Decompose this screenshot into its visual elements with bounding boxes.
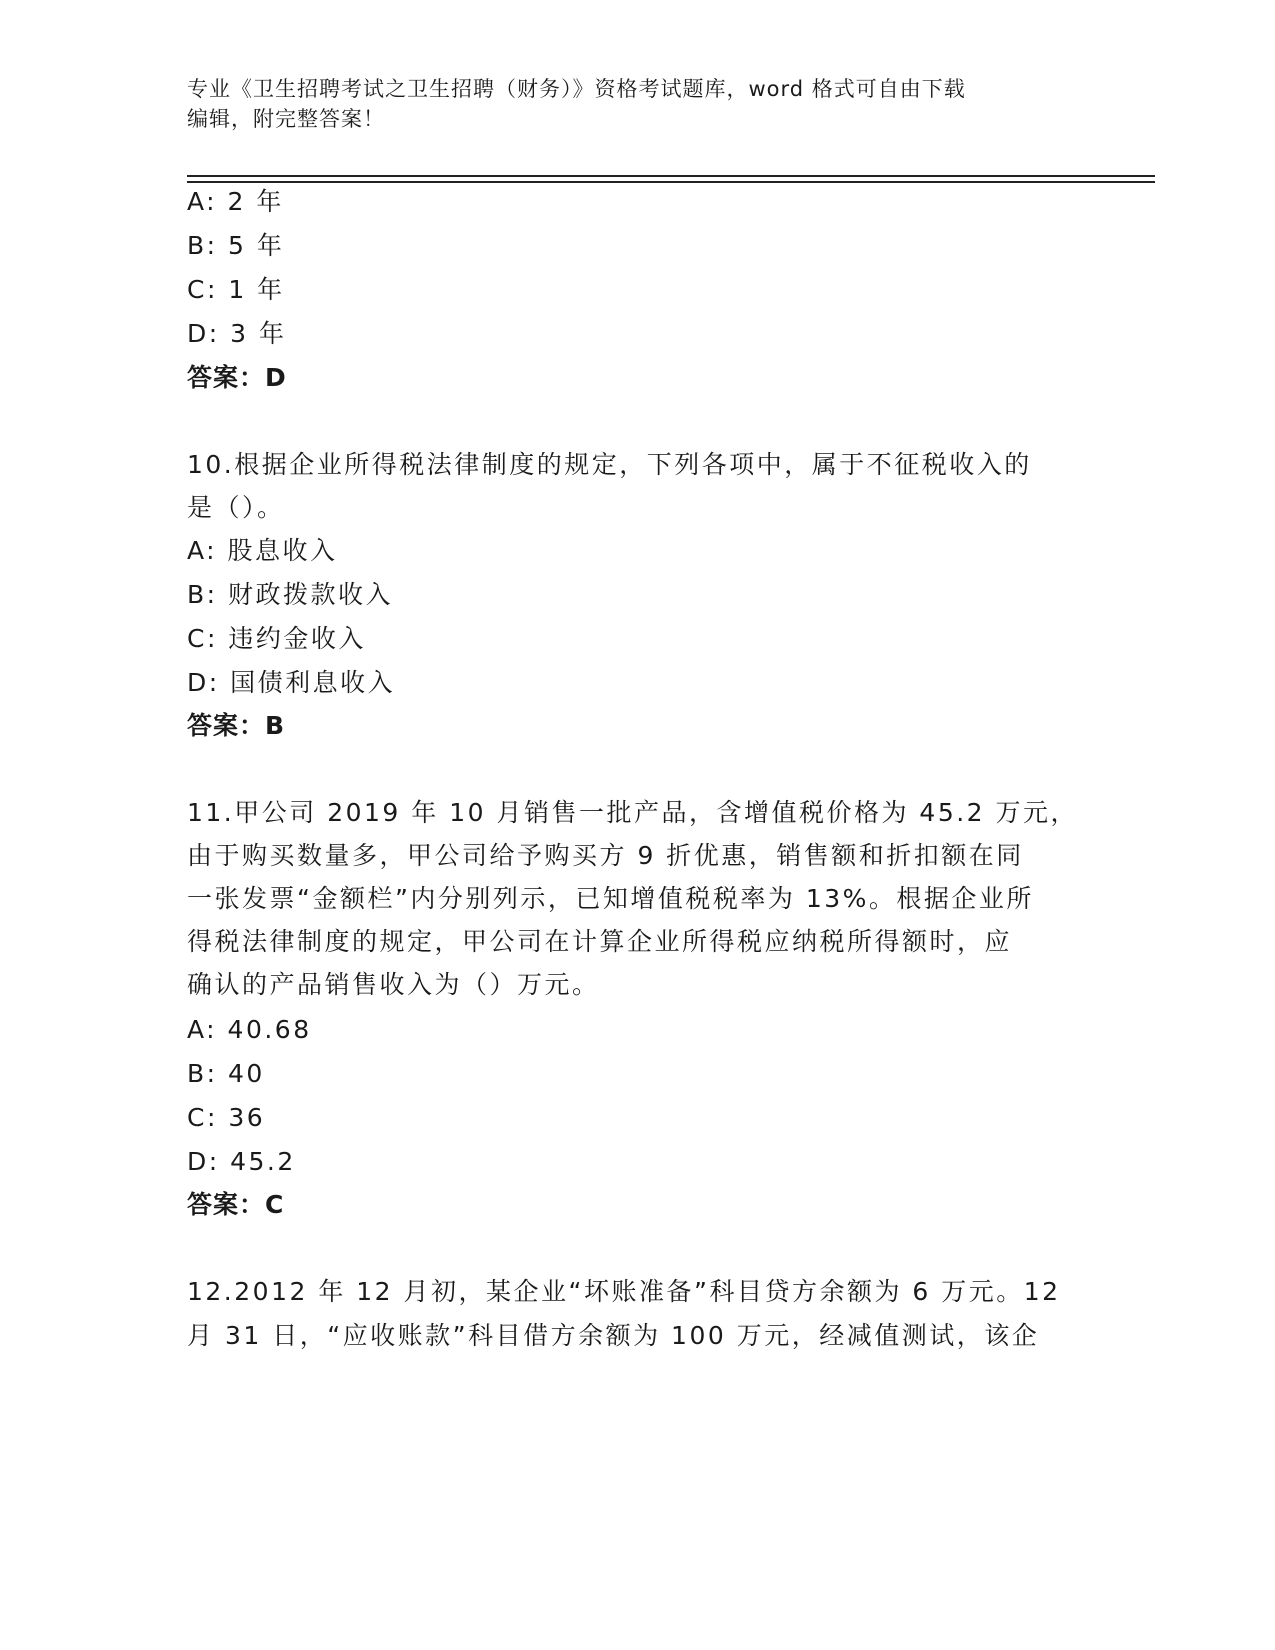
header-divider-bottom bbox=[187, 181, 1155, 183]
q9-option-c: C: 1 年 bbox=[187, 275, 285, 304]
q11-stem-line-3: 一张发票“金额栏”内分别列示，已知增值税税率为 13%。根据企业所 bbox=[187, 884, 1034, 913]
q11-option-a: A: 40.68 bbox=[187, 1015, 312, 1044]
q11-stem-line-5: 确认的产品销售收入为（）万元。 bbox=[187, 970, 600, 999]
header-line-1: 专业《卫生招聘考试之卫生招聘（财务）》资格考试题库，word 格式可自由下载 bbox=[187, 77, 966, 101]
q12-stem-line-1: 12.2012 年 12 月初，某企业“坏账准备”科目贷方余额为 6 万元。12 bbox=[187, 1277, 1061, 1306]
q10-stem-line-1: 10.根据企业所得税法律制度的规定，下列各项中，属于不征税收入的 bbox=[187, 450, 1032, 479]
q11-option-c: C: 36 bbox=[187, 1103, 266, 1132]
header-divider-top bbox=[187, 175, 1155, 177]
q9-option-a: A: 2 年 bbox=[187, 187, 284, 216]
q11-answer: 答案：C bbox=[187, 1190, 285, 1219]
q10-stem-line-2: 是（）。 bbox=[187, 493, 285, 522]
q10-option-d: D: 国债利息收入 bbox=[187, 668, 396, 697]
q11-option-b: B: 40 bbox=[187, 1059, 265, 1088]
q10-option-b: B: 财政拨款收入 bbox=[187, 580, 394, 609]
q11-option-d: D: 45.2 bbox=[187, 1147, 296, 1176]
q10-option-c: C: 违约金收入 bbox=[187, 624, 366, 653]
q11-stem-line-1: 11.甲公司 2019 年 10 月销售一批产品，含增值税价格为 45.2 万元， bbox=[187, 798, 1079, 827]
header-line-2: 编辑，附完整答案！ bbox=[187, 107, 385, 131]
document-header bbox=[187, 74, 1087, 134]
q10-answer: 答案：B bbox=[187, 711, 286, 740]
q12-stem-line-2: 月 31 日，“应收账款”科目借方余额为 100 万元，经减值测试，该企 bbox=[187, 1321, 1040, 1350]
q10-option-a: A: 股息收入 bbox=[187, 536, 338, 565]
q11-stem-line-4: 得税法律制度的规定，甲公司在计算企业所得税应纳税所得额时，应 bbox=[187, 927, 1013, 956]
q9-option-d: D: 3 年 bbox=[187, 319, 287, 348]
q11-stem-line-2: 由于购买数量多，甲公司给予购买方 9 折优惠，销售额和折扣额在同 bbox=[187, 841, 1024, 870]
q9-option-b: B: 5 年 bbox=[187, 231, 285, 260]
q9-answer: 答案：D bbox=[187, 363, 287, 392]
